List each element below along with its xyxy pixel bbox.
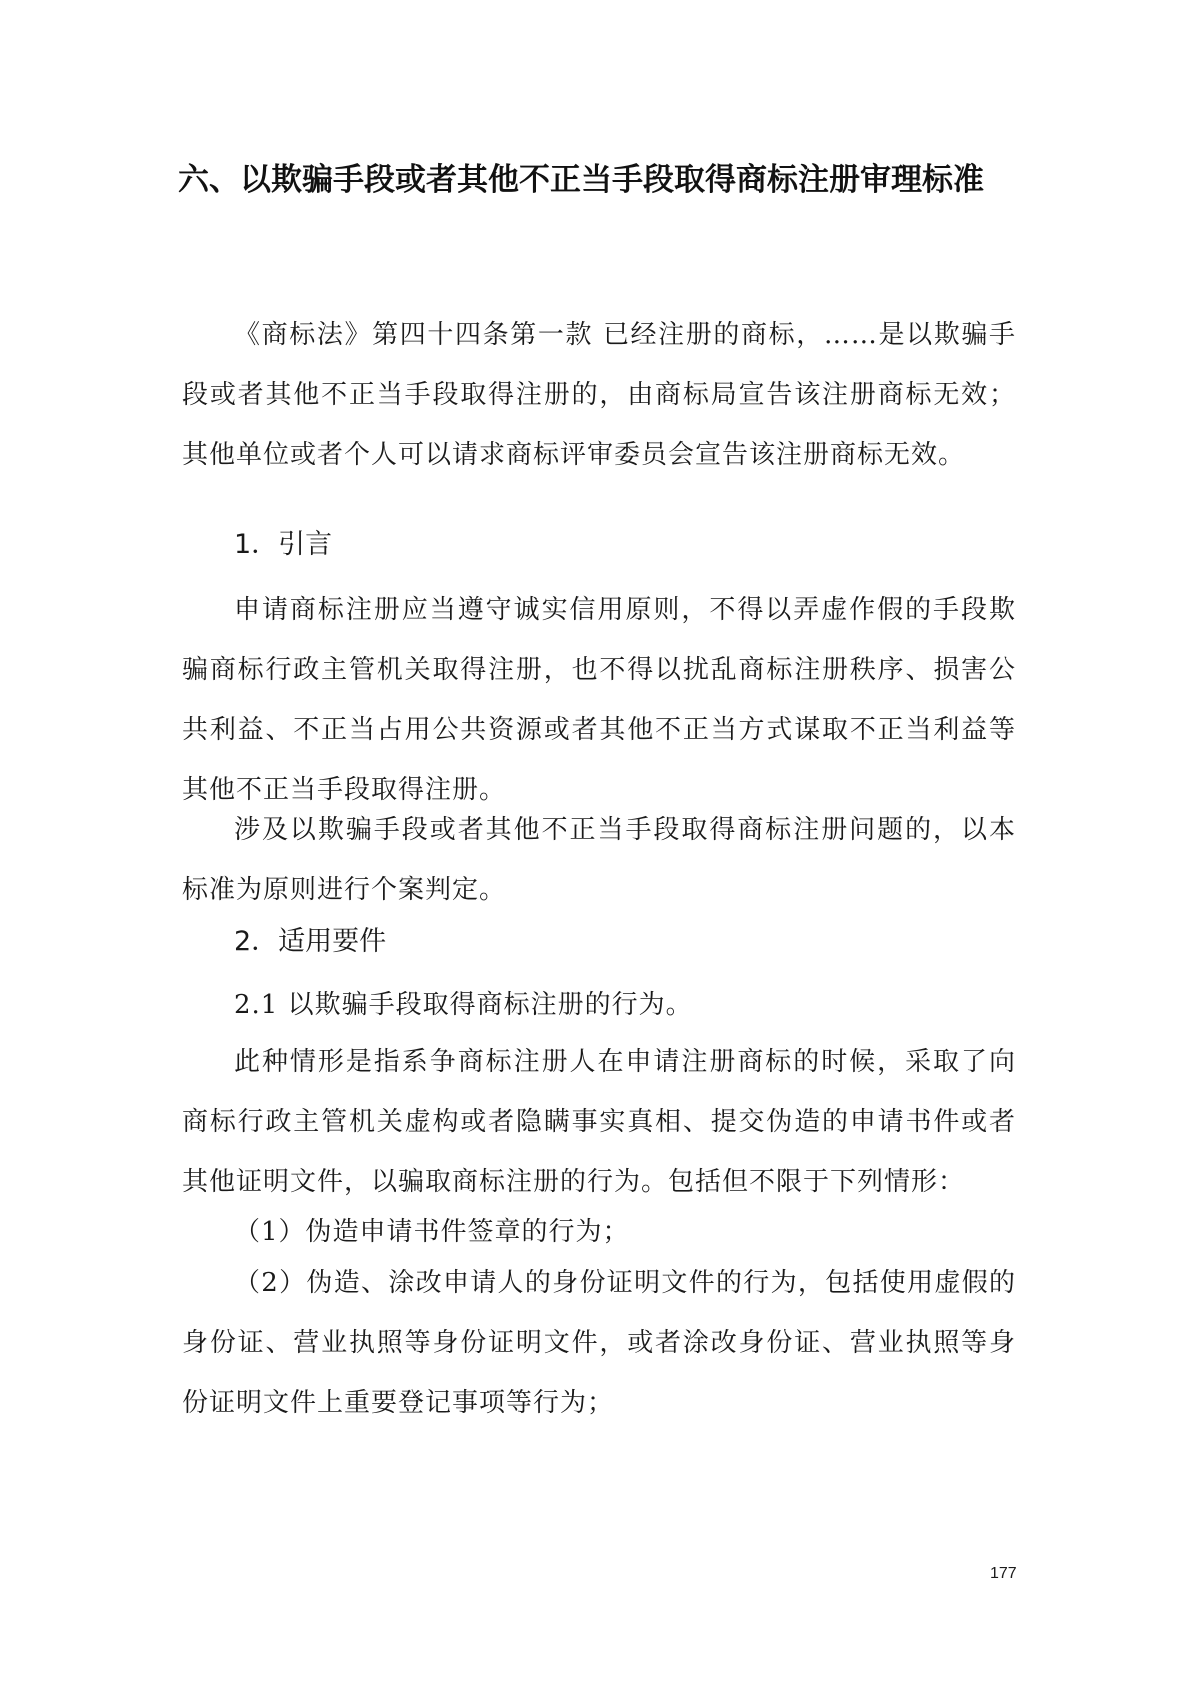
- section-1-paragraph-1: 申请商标注册应当遵守诚实信用原则，不得以弄虚作假的手段欺骗商标行政主管机关取得注册，也不得以扰乱商标注册秩序、损害公共利益、不正当占用公共资源或者其他不正当方式谋取不正当利益等其他不正当手段取得注册。: [182, 595, 1016, 805]
- list-item-1: （1）伪造申请书件签章的行为；: [234, 1217, 630, 1247]
- list-item-2: （2）伪造、涂改申请人的身份证明文件的行为，包括使用虚假的身份证、营业执照等身份证明文件，或者涂改身份证、营业执照等身份证明文件上重要登记事项等行为；: [182, 1268, 1016, 1418]
- section-1-heading: 1．引言: [234, 529, 333, 560]
- section-1-paragraph-2: 涉及以欺骗手段或者其他不正当手段取得商标注册问题的，以本标准为原则进行个案判定。: [182, 815, 1016, 905]
- section-2-paragraph-1: 此种情形是指系争商标注册人在申请注册商标的时候，采取了向商标行政主管机关虚构或者隐瞒事实真相、提交伪造的申请书件或者其他证明文件，以骗取商标注册的行为。包括但不限于下列情形：: [182, 1047, 1016, 1197]
- page-title: 六、以欺骗手段或者其他不正当手段取得商标注册审理标准: [178, 162, 984, 198]
- section-2-1-heading: 2.1 以欺骗手段取得商标注册的行为。: [234, 990, 693, 1020]
- section-2-heading: 2．适用要件: [234, 926, 387, 957]
- law-quote-paragraph: 《商标法》第四十四条第一款 已经注册的商标，……是以欺骗手段或者其他不正当手段取得注册的，由商标局宣告该注册商标无效；其他单位或者个人可以请求商标评审委员会宣告该注册商标无效。: [182, 320, 1016, 470]
- page-number: 177: [990, 1565, 1017, 1582]
